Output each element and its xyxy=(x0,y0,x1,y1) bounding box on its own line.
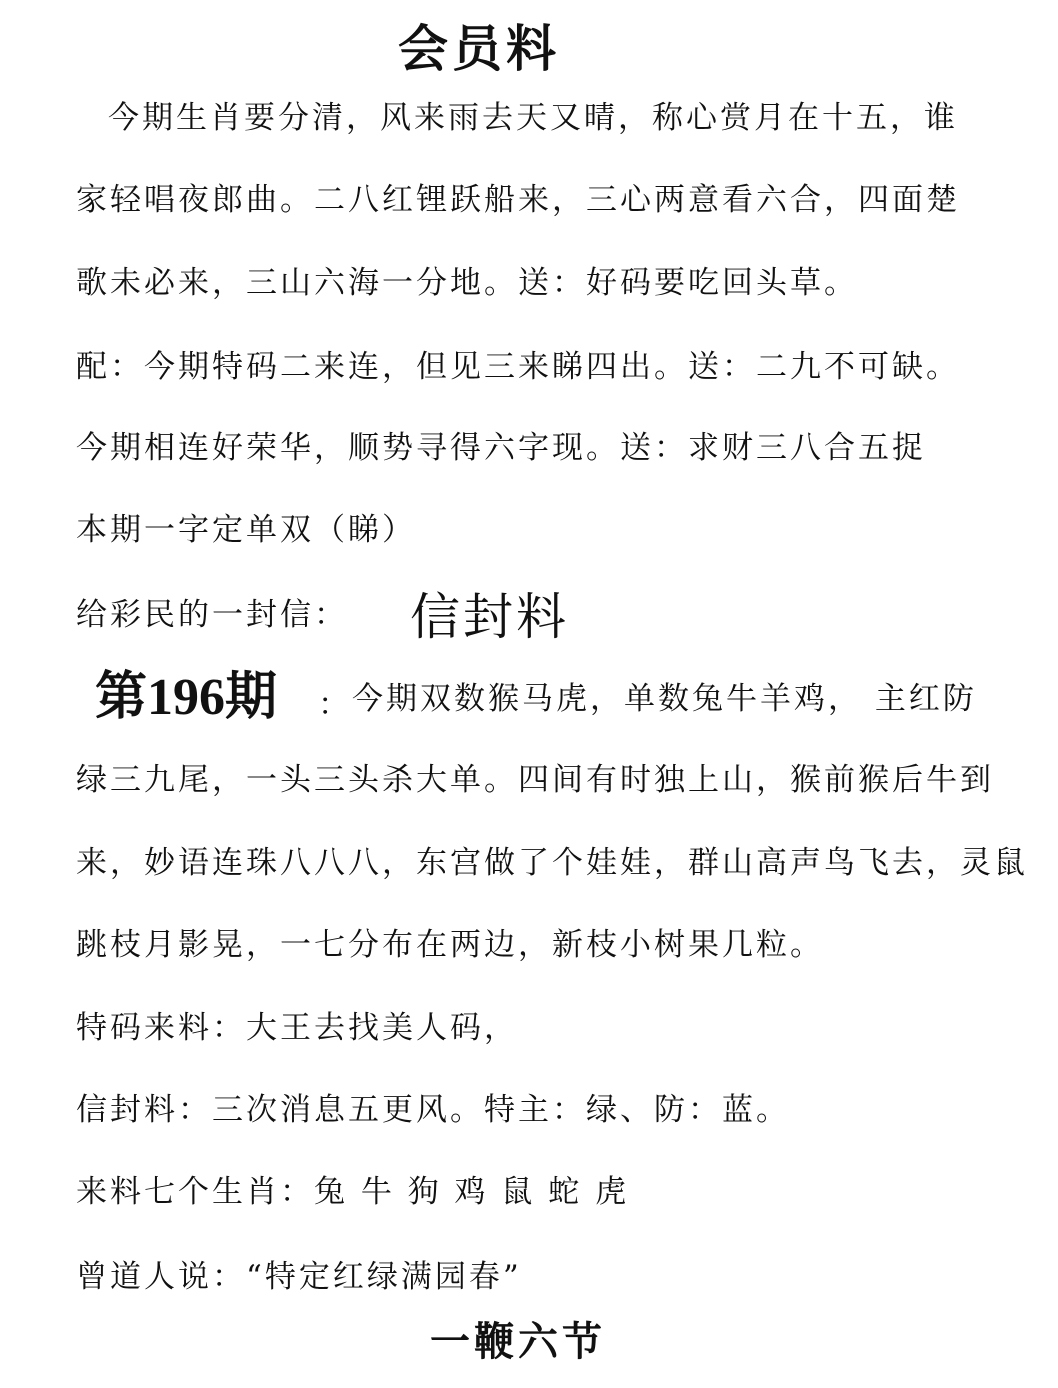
envelope-title: 信封料 xyxy=(410,588,569,646)
tema-line: 特码来料：大王去找美人码， xyxy=(76,1010,518,1046)
xianglian-line: 今期相连好荣华，顺势寻得六字现。送：求财三八合五捉 xyxy=(76,430,926,466)
daoren-line: 曾道人说：“特定红绿满园春” xyxy=(76,1259,522,1295)
issue-line-4: 跳枝月影晃，一七分布在两边，新枝小树果几粒。 xyxy=(76,927,824,963)
poem-line-1: 今期生肖要分清，风来雨去天又晴，称心赏月在十五，谁 xyxy=(108,100,958,136)
letter-label: 给彩民的一封信： xyxy=(76,597,348,633)
doc-title: 会员料 xyxy=(398,19,560,78)
poem-line-3: 歌未必来，三山六海一分地。送：好码要吃回头草。 xyxy=(76,265,858,301)
envelope-line: 信封料：三次消息五更风。特主：绿、防：蓝。 xyxy=(76,1092,790,1128)
issue-number: 第196期 xyxy=(95,669,278,726)
zodiac-line: 来料七个生肖：兔 牛 狗 鸡 鼠 蛇 虎 xyxy=(76,1174,630,1210)
pei-line: 配：今期特码二来连，但见三来睇四出。送：二九不可缺。 xyxy=(76,349,960,385)
issue-colon: ： xyxy=(318,687,349,723)
issue-line-3: 来，妙语连珠八八八，东宫做了个娃娃，群山高声鸟飞去，灵鼠 xyxy=(76,845,1028,881)
issue-line-1: 今期双数猴马虎，单数兔牛羊鸡， 主红防 xyxy=(352,681,977,717)
issue-line-2: 绿三九尾，一头三头杀大单。四间有时独上山，猴前猴后牛到 xyxy=(76,762,994,798)
footer-title: 一鞭六节 xyxy=(430,1318,606,1365)
poem-line-2: 家轻唱夜郎曲。二八红锂跃船来，三心两意看六合，四面楚 xyxy=(76,182,960,218)
danshuang-line: 本期一字定单双（睇） xyxy=(76,512,416,548)
